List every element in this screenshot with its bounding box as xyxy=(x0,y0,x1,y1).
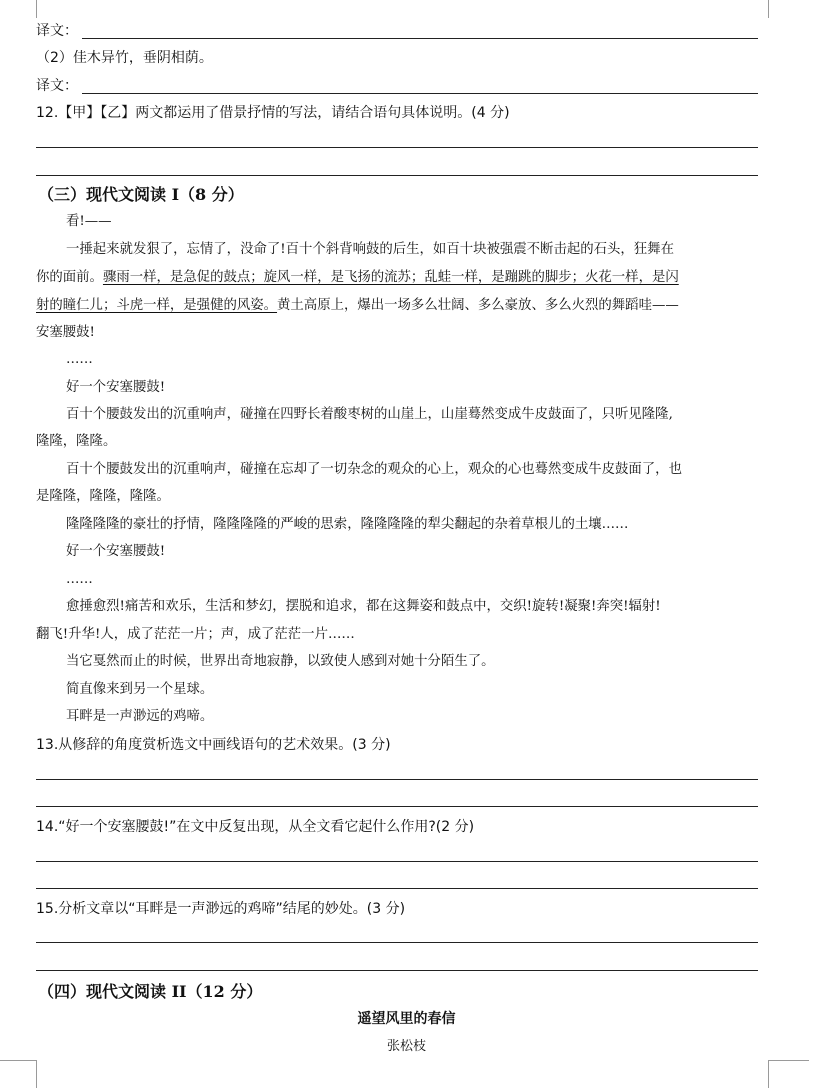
passage-refrain: 好一个安塞腰鼓! xyxy=(66,380,166,395)
answer-line-q13-2[interactable] xyxy=(36,806,758,807)
underlined-sentence: 射的瞳仁儿；斗虎一样，是强健的风姿。 xyxy=(36,298,278,313)
answer-line-q12-2[interactable] xyxy=(36,175,758,176)
passage-ellipsis: …… xyxy=(66,572,93,587)
crop-mark-bottom-left xyxy=(0,1060,37,1088)
translation-label-2: 译文： xyxy=(36,78,78,94)
crop-mark-bottom-right xyxy=(768,1060,809,1088)
answer-line-translation-1[interactable] xyxy=(82,38,758,39)
passage-line: 百十个腰鼓发出的沉重响声，碰撞在四野长着酸枣树的山崖上，山崖蓦然变成牛皮鼓面了，只听见隆隆, xyxy=(66,407,673,422)
answer-line-translation-2[interactable] xyxy=(82,93,758,94)
passage-text: 黄土高原上，爆出一场多么壮阔、多么豪放、多么火烈的舞蹈哇—— xyxy=(277,298,679,313)
answer-line-q14-1[interactable] xyxy=(36,861,758,862)
passage-line: 耳畔是一声渺远的鸡啼。 xyxy=(66,709,214,724)
question-13: 13.从修辞的角度赏析选文中画线语句的艺术效果。(3 分) xyxy=(36,737,391,753)
passage-line: 看!—— xyxy=(66,214,112,229)
question-14: 14.“好一个安塞腰鼓!”在文中反复出现，从全文看它起什么作用?(2 分) xyxy=(36,819,475,835)
answer-line-q15-1[interactable] xyxy=(36,942,758,943)
passage-line: 隆隆，隆隆。 xyxy=(36,434,117,449)
answer-line-q13-1[interactable] xyxy=(36,779,758,780)
section-3-heading: （三）现代文阅读 I（8 分） xyxy=(38,185,244,204)
crop-mark-top-right xyxy=(768,0,809,18)
passage-text: 你的面前。 xyxy=(36,270,103,285)
passage-ellipsis: …… xyxy=(66,352,93,367)
passage-line: 一捶起来就发狠了，忘情了，没命了!百十个斜背响鼓的后生，如百十块被强震不断击起的石头，狂舞在 xyxy=(66,242,674,257)
passage-line: 当它戛然而止的时候，世界出奇地寂静，以致使人感到对她十分陌生了。 xyxy=(66,654,495,669)
answer-line-q14-2[interactable] xyxy=(36,888,758,889)
underlined-sentence: 骤雨一样，是急促的鼓点；旋风一样，是飞扬的流苏；乱蛙一样，是蹦跳的脚步；火花一样，是闪 xyxy=(102,270,679,285)
passage-line: 简直像来到另一个星球。 xyxy=(66,682,214,697)
passage-line: 愈捶愈烈!痛苦和欢乐，生活和梦幻，摆脱和追求，都在这舞姿和鼓点中，交织!旋转!凝聚!奔突!辐射! xyxy=(66,599,661,614)
q11-item-2: （2）佳木异竹，垂阴相荫。 xyxy=(36,50,213,66)
passage-line: 安塞腰鼓! xyxy=(36,325,95,340)
passage-line xyxy=(36,296,679,316)
article-author: 张松枝 xyxy=(386,1039,426,1054)
section-4-heading: （四）现代文阅读 II（12 分） xyxy=(38,982,263,1001)
passage-line: 翻飞!升华!人，成了茫茫一片；声，成了茫茫一片…… xyxy=(36,627,355,642)
passage-line xyxy=(36,268,679,288)
passage-line: 百十个腰鼓发出的沉重响声，碰撞在忘却了一切杂念的观众的心上，观众的心也蓦然变成牛皮鼓面了，也 xyxy=(66,462,682,477)
passage-line: 隆隆隆隆的豪壮的抒情，隆隆隆隆的严峻的思索，隆隆隆隆的犁尖翻起的杂着草根儿的土壤…… xyxy=(66,517,629,532)
answer-line-q15-2[interactable] xyxy=(36,970,758,971)
question-12: 12.【甲】【乙】两文都运用了借景抒情的写法，请结合语句具体说明。(4 分) xyxy=(36,105,510,121)
question-15: 15.分析文章以“耳畔是一声渺远的鸡啼”结尾的妙处。(3 分) xyxy=(36,901,406,917)
passage-refrain: 好一个安塞腰鼓! xyxy=(66,544,166,559)
article-title: 遥望风里的春信 xyxy=(357,1011,456,1027)
crop-mark-top-left xyxy=(0,0,37,18)
translation-label-1: 译文： xyxy=(36,23,78,39)
passage-line: 是隆隆，隆隆，隆隆。 xyxy=(36,489,170,504)
answer-line-q12-1[interactable] xyxy=(36,147,758,148)
